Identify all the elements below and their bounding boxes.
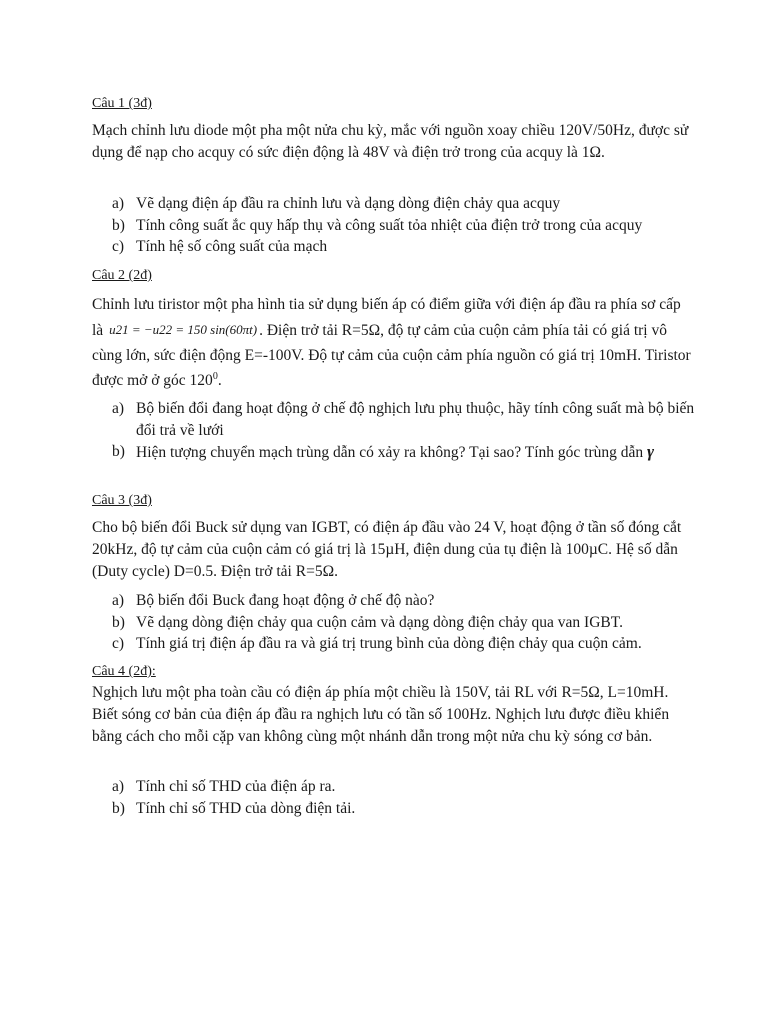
item-marker: a) [112, 195, 125, 212]
item-marker: c) [112, 238, 125, 255]
q4-heading: Câu 4 (2đ): [92, 664, 156, 679]
gamma-symbol: γ [647, 442, 655, 461]
item-marker: b) [112, 613, 125, 631]
item-marker: b) [112, 799, 125, 817]
item-text: Tính công suất ắc quy hấp thụ và công suất tỏa nhiệt của điện trở trong của acquy [136, 216, 643, 234]
item-text: Tính chỉ số THD của điện áp ra. [136, 778, 336, 795]
q3-text: Cho bộ biến đổi Buck sử dụng van IGBT, có điện áp đầu vào 24 V, hoạt động ở tần số đóng cắt 20kHz, độ tự cảm của cuộn cảm có giá trị là 15µH, điện dung của tụ điện là 100µC. Hệ số dẫn (Duty cycle) D=0.5. Điện trở tải R=5Ω. [92, 519, 682, 580]
q3-list [92, 590, 712, 655]
q1-item-a [92, 193, 712, 215]
item-text: Vẽ dạng dòng điện chảy qua cuộn cảm và dạng dòng điện chảy qua van IGBT. [136, 613, 623, 631]
item-marker: b) [112, 216, 125, 234]
item-text: Tính giá trị điện áp đầu ra và giá trị trung bình của dòng điện chảy qua cuộn cảm. [136, 635, 642, 652]
item-text: Tính hệ số công suất của mạch [136, 238, 328, 255]
q2-text [92, 292, 692, 393]
q2-formula: u21 = −u22 = 150 sin(60πt) [109, 322, 258, 337]
item-text: Bộ biến đổi đang hoạt động ở chế độ nghịch lưu phụ thuộc, hãy tính công suất mà bộ biến đổi trả về lưới [136, 400, 695, 439]
q1-item-b [92, 215, 712, 237]
q2-period: . [217, 372, 222, 389]
item-text: Vẽ dạng điện áp đầu ra chỉnh lưu và dạng dòng điện chảy qua acquy [136, 195, 561, 212]
q4-item-b [92, 798, 712, 820]
q2-text-start: Chỉnh lưu tiristor một pha hình tia sử dụng biến áp có điểm giữa với điện áp đầu ra phía sơ cấp là [92, 296, 681, 339]
item-marker: a) [112, 778, 125, 795]
q2-item-b [92, 441, 712, 464]
item-marker: a) [112, 400, 125, 417]
degree-superscript: 0 [212, 370, 218, 382]
item-text: Hiện tượng chuyển mạch trùng dẫn có xảy ra không? Tại sao? Tính góc trùng dẫn [136, 444, 648, 461]
q3-item-c [92, 633, 712, 655]
item-text: Bộ biến đổi Buck đang hoạt động ở chế độ nào? [136, 592, 435, 609]
q2-heading: Câu 2 (2đ) [92, 268, 152, 283]
q1-text: Mạch chỉnh lưu diode một pha một nửa chu kỳ, mắc với nguồn xoay chiều 120V/50Hz, được sử dụng để nạp cho acquy có sức điện động là 48V và điện trở trong của acquy là 1Ω. [92, 122, 689, 161]
q4-list [92, 776, 712, 819]
item-marker: a) [112, 592, 125, 609]
q1-list [92, 193, 712, 258]
q2-text-end: . Điện trở tải R=5Ω, độ tự cảm của cuộn cảm phía tải có giá trị vô cùng lớn, sức điện động E=-100V. Độ tự cảm của cuộn cảm phía nguồn có giá trị 10mH. Tiristor được mở ở góc 120 [92, 322, 691, 389]
q3-item-a [92, 590, 712, 612]
q4-text: Nghịch lưu một pha toàn cầu có điện áp phía một chiều là 150V, tải RL với R=5Ω, L=10mH. Biết sóng cơ bản của điện áp đầu ra nghịch lưu có tần số 100Hz. Nghịch lưu được điều khiển bằng cách cho mỗi cặp van không cùng một nhánh dẫn trong một nửa chu kỳ sóng cơ bản. [92, 684, 670, 745]
item-marker: c) [112, 635, 125, 652]
q1-item-c [92, 236, 712, 258]
q4-item-a [92, 776, 712, 798]
q3-heading: Câu 3 (3đ) [92, 493, 152, 508]
item-text: Tính chỉ số THD của dòng điện tải. [136, 799, 356, 817]
q2-item-a [92, 398, 712, 441]
q3-item-b [92, 612, 712, 634]
item-marker: b) [112, 443, 125, 460]
q2-list [92, 398, 712, 464]
q1-heading: Câu 1 (3đ) [92, 96, 152, 111]
